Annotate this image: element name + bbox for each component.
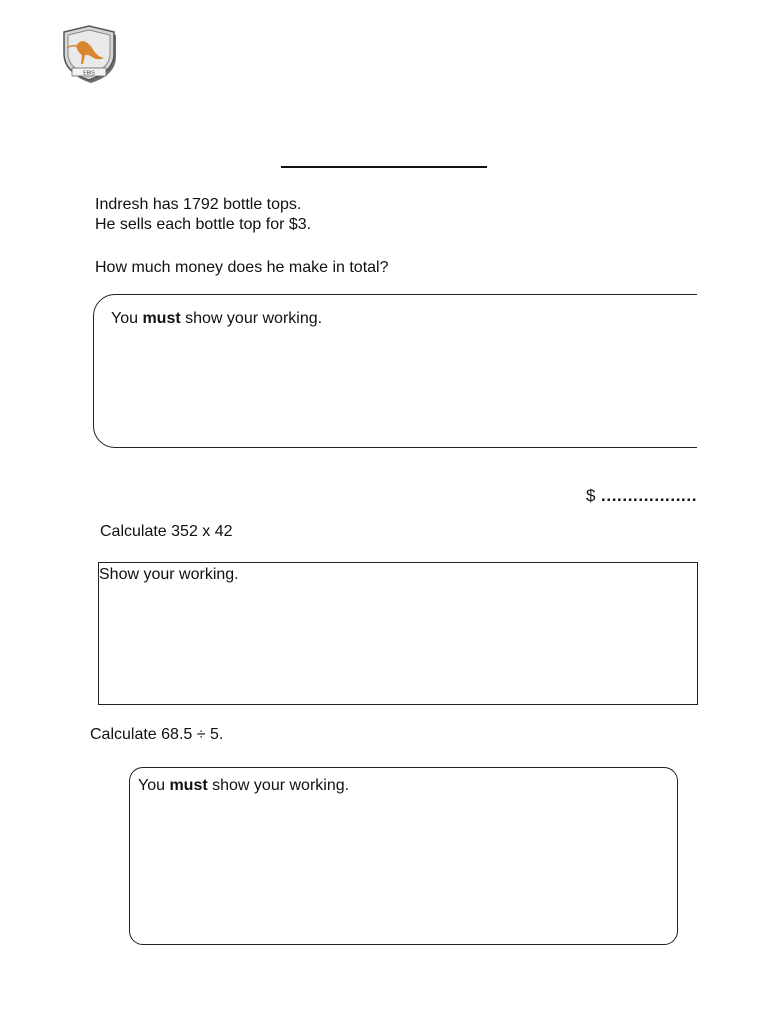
q1-line1: Indresh has 1792 bottle tops. bbox=[95, 196, 302, 213]
q2-prompt: Calculate 352 x 42 bbox=[100, 523, 233, 540]
q1-instruction-post: show your working. bbox=[180, 310, 323, 327]
q3-working-instruction bbox=[138, 776, 349, 795]
q3-instruction-pre: You bbox=[138, 777, 170, 794]
dollar-sign: $ bbox=[586, 486, 596, 505]
q1-line2: He sells each bottle top for $3. bbox=[95, 216, 312, 233]
q1-instruction-bold: must bbox=[142, 310, 181, 327]
crest-banner-text: EBIS bbox=[83, 70, 95, 77]
q3-instruction-post: show your working. bbox=[207, 777, 350, 794]
q3-instruction-bold: must bbox=[169, 777, 208, 794]
q2-working-instruction: Show your working. bbox=[99, 566, 239, 583]
q1-instruction-pre: You bbox=[111, 310, 143, 327]
q3-prompt: Calculate 68.5 ÷ 5. bbox=[90, 726, 224, 743]
q1-prompt: How much money does he make in total? bbox=[95, 259, 389, 276]
answer-dots: ……………… bbox=[600, 486, 697, 505]
q1-answer-line[interactable] bbox=[586, 486, 696, 506]
q1-working-instruction bbox=[111, 309, 322, 328]
